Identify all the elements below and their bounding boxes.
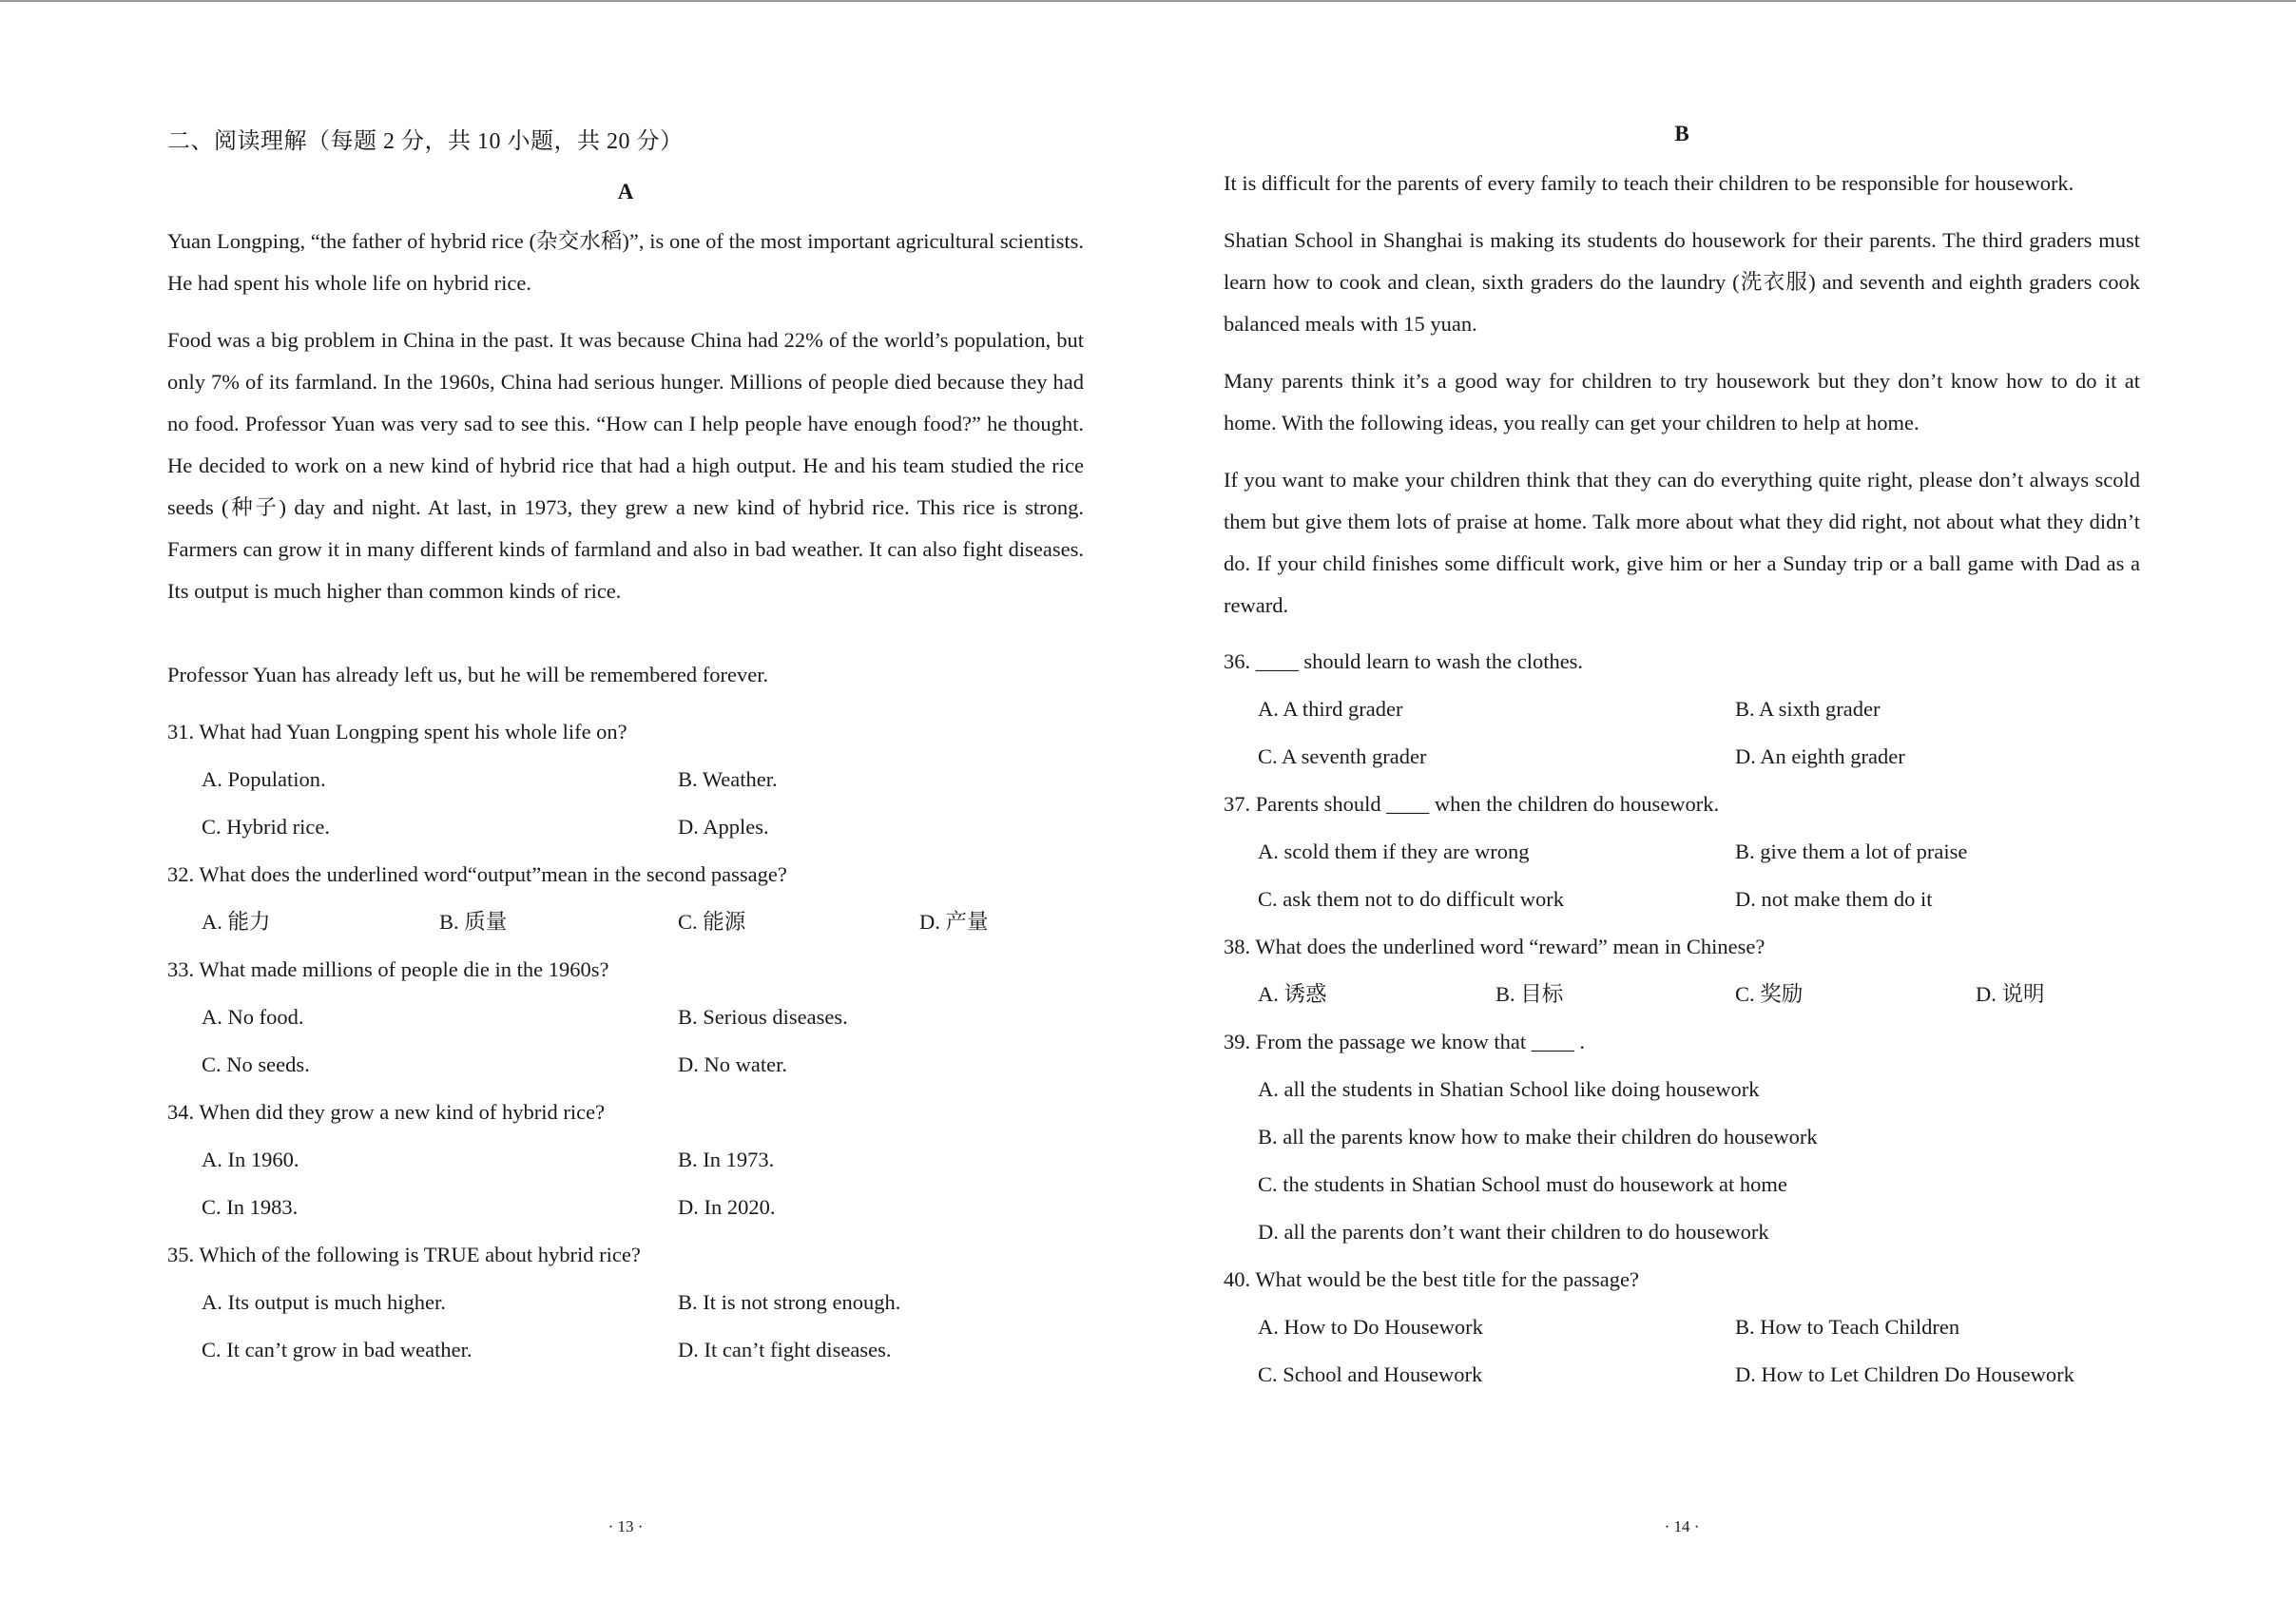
q35-option-b[interactable]: B. It is not strong enough. xyxy=(678,1290,901,1314)
q36-option-c[interactable]: C. A seventh grader xyxy=(1258,744,1427,768)
passage-a-title: A xyxy=(617,180,634,203)
q36-option-b[interactable]: B. A sixth grader xyxy=(1735,697,1881,721)
q33-option-d[interactable]: D. No water. xyxy=(678,1052,787,1076)
page-number-13: · 13 · xyxy=(608,1517,644,1535)
question-34: 34. When did they grow a new kind of hybrid rice? xyxy=(167,1100,606,1124)
passage-b-paragraph-2: Shatian School in Shanghai is making its students do housework for their parents. The third graders must learn how to cook and clean, sixth graders do the laundry (洗衣服) and seventh and eighth graders cook balanced meals with 15 yuan. xyxy=(1224,228,2140,336)
passage-b-paragraph-3: Many parents think it’s a good way for children to try housework but they don’t know how to do it at home. With the following ideas, you really can get your children to help at home. xyxy=(1224,369,2140,434)
q31-option-c[interactable]: C. Hybrid rice. xyxy=(202,815,330,839)
left-page xyxy=(167,0,1084,1622)
q37-option-b[interactable]: B. give them a lot of praise xyxy=(1735,840,1968,863)
q39-option-c[interactable]: C. the students in Shatian School must do housework at home xyxy=(1258,1172,1787,1196)
q39-option-b[interactable]: B. all the parents know how to make their children do housework xyxy=(1258,1125,1818,1149)
q32-option-c[interactable]: C. 能源 xyxy=(678,910,746,934)
q40-option-c[interactable]: C. School and Housework xyxy=(1258,1362,1483,1386)
q38-option-c[interactable]: C. 奖励 xyxy=(1735,982,1804,1006)
q39-option-a[interactable]: A. all the students in Shatian School like doing housework xyxy=(1258,1077,1760,1101)
question-32: 32. What does the underlined word“output”mean in the second passage? xyxy=(167,862,787,886)
passage-b-paragraph-1: It is difficult for the parents of every family to teach their children to be responsible for housework. xyxy=(1224,171,2074,195)
q40-option-b[interactable]: B. How to Teach Children xyxy=(1735,1315,1960,1339)
q31-option-d[interactable]: D. Apples. xyxy=(678,815,769,839)
q33-option-c[interactable]: C. No seeds. xyxy=(202,1052,310,1076)
passage-a-paragraph-3: Professor Yuan has already left us, but he will be remembered forever. xyxy=(167,663,769,686)
question-35: 35. Which of the following is TRUE about hybrid rice? xyxy=(167,1243,641,1266)
q31-option-b[interactable]: B. Weather. xyxy=(678,767,778,791)
q37-option-d[interactable]: D. not make them do it xyxy=(1735,887,1933,911)
question-39: 39. From the passage we know that ____ . xyxy=(1224,1030,1585,1053)
q37-option-c[interactable]: C. ask them not to do difficult work xyxy=(1258,887,1565,911)
q39-option-d[interactable]: D. all the parents don’t want their children to do housework xyxy=(1258,1220,1769,1244)
passage-b-paragraph-4: If you want to make your children think that they can do everything quite right, please don’t always scold them but give them lots of praise at home. Talk more about what they did right, not about what they didn’t do. If your child finishes some difficult work, give him or her a Sunday trip or a ball game with Dad as a reward. xyxy=(1224,468,2140,617)
passage-a-paragraph-2: Food was a big problem in China in the past. It was because China had 22% of the world’s population, but only 7% of its farmland. In the 1960s, China had serious hunger. Millions of people died because they had no food. Professor Yuan was very sad to see this. “How can I help people have enough food?” he thought. He decided to work on a new kind of hybrid rice that had a high output. He and his team studied the rice seeds (种子) day and night. At last, in 1973, they grew a new kind of hybrid rice. This rice is strong. Farmers can grow it in many different kinds of farmland and also in bad weather. It can also fight diseases. Its output is much higher than common kinds of rice. xyxy=(167,328,1084,603)
q33-option-b[interactable]: B. Serious diseases. xyxy=(678,1005,848,1029)
q32-option-a[interactable]: A. 能力 xyxy=(202,910,271,934)
q34-option-d[interactable]: D. In 2020. xyxy=(678,1195,776,1219)
question-36: 36. ____ should learn to wash the clothes. xyxy=(1224,649,1584,673)
q35-option-d[interactable]: D. It can’t fight diseases. xyxy=(678,1338,892,1361)
q38-option-a[interactable]: A. 诱惑 xyxy=(1258,982,1327,1006)
question-33: 33. What made millions of people die in the 1960s? xyxy=(167,957,609,981)
section-heading: 二、阅读理解（每题 2 分，共 10 小题，共 20 分） xyxy=(167,129,684,154)
passage-b-title: B xyxy=(1674,122,1689,145)
q37-option-a[interactable]: A. scold them if they are wrong xyxy=(1258,840,1530,863)
q31-option-a[interactable]: A. Population. xyxy=(202,767,326,791)
q36-option-a[interactable]: A. A third grader xyxy=(1258,697,1403,721)
q34-option-a[interactable]: A. In 1960. xyxy=(202,1148,299,1171)
q36-option-d[interactable]: D. An eighth grader xyxy=(1735,744,1905,768)
q40-option-a[interactable]: A. How to Do Housework xyxy=(1258,1315,1483,1339)
question-38: 38. What does the underlined word “reward” mean in Chinese? xyxy=(1224,935,1765,958)
q32-option-d[interactable]: D. 产量 xyxy=(919,910,989,934)
q40-option-d[interactable]: D. How to Let Children Do Housework xyxy=(1735,1362,2074,1386)
q35-option-a[interactable]: A. Its output is much higher. xyxy=(202,1290,446,1314)
q34-option-b[interactable]: B. In 1973. xyxy=(678,1148,775,1171)
q34-option-c[interactable]: C. In 1983. xyxy=(202,1195,299,1219)
q38-option-b[interactable]: B. 目标 xyxy=(1495,982,1564,1006)
q32-option-b[interactable]: B. 质量 xyxy=(439,910,508,934)
q38-option-d[interactable]: D. 说明 xyxy=(1976,982,2045,1006)
passage-a-paragraph-1: Yuan Longping, “the father of hybrid rice (杂交水稻)”, is one of the most important agricultural scientists. He had spent his whole life on hybrid rice. xyxy=(167,229,1084,295)
q33-option-a[interactable]: A. No food. xyxy=(202,1005,304,1029)
question-31: 31. What had Yuan Longping spent his whole life on? xyxy=(167,720,627,743)
q35-option-c[interactable]: C. It can’t grow in bad weather. xyxy=(202,1338,473,1361)
page-number-14: · 14 · xyxy=(1664,1517,1700,1535)
question-37: 37. Parents should ____ when the children do housework. xyxy=(1224,792,1720,816)
right-page xyxy=(1224,0,2140,1622)
question-40: 40. What would be the best title for the passage? xyxy=(1224,1267,1639,1291)
